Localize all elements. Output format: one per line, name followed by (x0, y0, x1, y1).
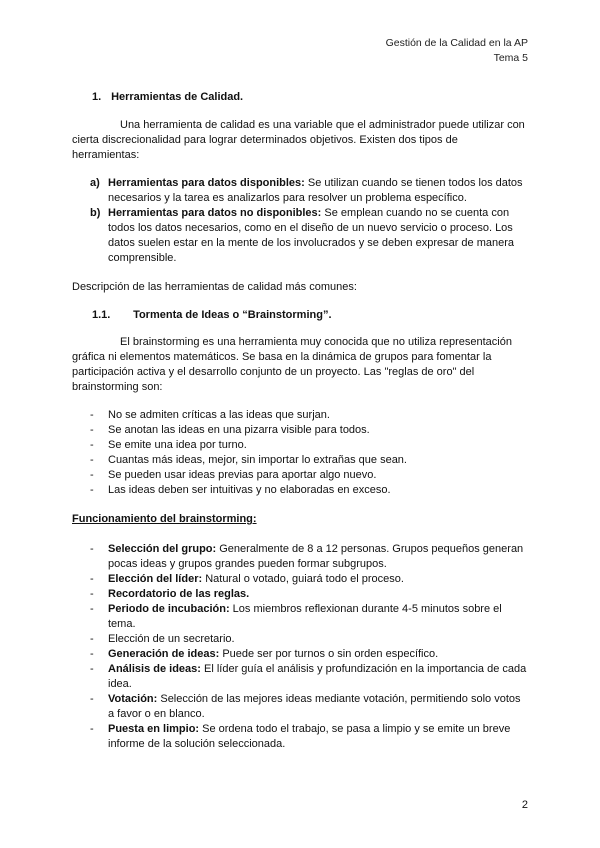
list-item (72, 453, 528, 468)
item-text: Los miembros reflexionan durante 4-5 minutos sobre el tema. (108, 603, 502, 630)
dash-marker: - (90, 484, 94, 496)
rule-text: No se admiten críticas a las ideas que surjan. (108, 409, 330, 421)
dash-marker: - (90, 573, 94, 585)
item-text: Se emplean cuando no se cuenta con todos los datos necesarios, como en el diseño de un nuevo servicio o proceso. Los datos suelen estar en la mente de los involucrados y se deben expresar de manera comprensible. (108, 207, 515, 264)
list-item (72, 692, 528, 722)
dash-marker: - (90, 663, 94, 675)
item-text: Puede ser por turnos o sin orden específico. (219, 648, 439, 660)
document-body (72, 90, 528, 766)
item-text: Se ordena todo el trabajo, se pasa a limpio y se emite un breve informe de la solución seleccionada. (108, 723, 511, 750)
item-title: Puesta en limpio: (108, 723, 200, 735)
item-title: Generación de ideas: (108, 648, 220, 660)
list-item (72, 647, 528, 662)
list-item (72, 206, 528, 266)
item-text: Se utilizan cuando se tienen todos los datos necesarios y la tarea es analizarlos para resolver un problema específico. (108, 177, 523, 204)
dash-marker: - (90, 543, 94, 555)
section-heading (92, 90, 528, 105)
dash-marker: - (90, 723, 94, 735)
item-title: Selección del grupo: (108, 543, 217, 555)
rule-text: Se emite una idea por turno. (108, 439, 247, 451)
list-item (72, 722, 528, 752)
rule-text: Se anotan las ideas en una pizarra visible para todos. (108, 424, 370, 436)
tool-types-list (72, 176, 528, 266)
page-header (386, 36, 528, 66)
item-title: Votación: (108, 693, 158, 705)
page-number: 2 (521, 799, 528, 811)
list-marker: b) (90, 207, 101, 219)
item-text: Natural o votado, guiará todo el proceso. (202, 573, 404, 585)
rule-text: Se pueden usar ideas previas para aportar algo nuevo. (108, 469, 377, 481)
steps-list (72, 542, 528, 752)
rule-text: Las ideas deben ser intuitivas y no elaboradas en exceso. (108, 484, 391, 496)
list-item (72, 438, 528, 453)
list-item (72, 602, 528, 632)
item-text: Selección de las mejores ideas mediante votación, permitiendo solo votos a favor o en blanco. (108, 693, 521, 720)
list-item (72, 662, 528, 692)
list-marker: a) (90, 177, 100, 189)
subsection-title: Tormenta de Ideas o “Brainstorming”. (133, 309, 332, 321)
description-paragraph: Descripción de las herramientas de calidad más comunes: (72, 281, 357, 293)
item-text: Elección de un secretario. (108, 633, 235, 645)
item-text: Generalmente de 8 a 12 personas. Grupos pequeños generan pocas ideas y grupos grandes pueden formar subgrupos. (108, 543, 524, 570)
intro-paragraph: Una herramienta de calidad es una variable que el administrador puede utilizar con cierta discrecionalidad para lograr determinados objetivos. Existen dos tipos de herramientas: (72, 119, 525, 161)
dash-marker: - (90, 693, 94, 705)
dash-marker: - (90, 454, 94, 466)
list-item (72, 408, 528, 423)
list-item (72, 176, 528, 206)
list-item (72, 632, 528, 647)
dash-marker: - (90, 439, 94, 451)
rules-list (72, 408, 528, 498)
brainstorm-intro-paragraph: El brainstorming es una herramienta muy conocida que no utiliza representación gráfica ni elementos matemáticos. Se basa en la dinámica de grupos para fomentar la participación activa y el desarrollo conjunto de un proyecto. Las "reglas de oro" del brainstorming son: (72, 336, 512, 393)
funcionamiento-heading: Funcionamiento del brainstorming: (72, 513, 257, 525)
subsection-heading (92, 308, 528, 323)
dash-marker: - (90, 603, 94, 615)
list-item (72, 572, 528, 587)
item-title: Análisis de ideas: (108, 663, 201, 675)
item-title: Elección del líder: (108, 573, 203, 585)
dash-marker: - (90, 648, 94, 660)
list-item (72, 542, 528, 572)
list-item (72, 587, 528, 602)
list-item (72, 423, 528, 438)
dash-marker: - (90, 469, 94, 481)
header-topic: Tema 5 (493, 52, 528, 64)
item-title: Herramientas para datos no disponibles: (108, 207, 322, 219)
dash-marker: - (90, 588, 94, 600)
item-text: El líder guía el análisis y profundización en la importancia de cada idea. (108, 663, 527, 690)
rule-text: Cuantas más ideas, mejor, sin importar lo extrañas que sean. (108, 454, 407, 466)
item-title: Periodo de incubación: (108, 603, 230, 615)
item-title: Herramientas para datos disponibles: (108, 177, 305, 189)
list-item (72, 468, 528, 483)
header-course-title: Gestión de la Calidad en la AP (385, 37, 528, 49)
dash-marker: - (90, 633, 94, 645)
subsection-number: 1.1. (92, 309, 111, 321)
section-number: 1. (92, 91, 102, 103)
section-title: Herramientas de Calidad. (111, 91, 244, 103)
dash-marker: - (90, 424, 94, 436)
dash-marker: - (90, 409, 94, 421)
item-title: Recordatorio de las reglas. (108, 588, 250, 600)
list-item (72, 483, 528, 498)
